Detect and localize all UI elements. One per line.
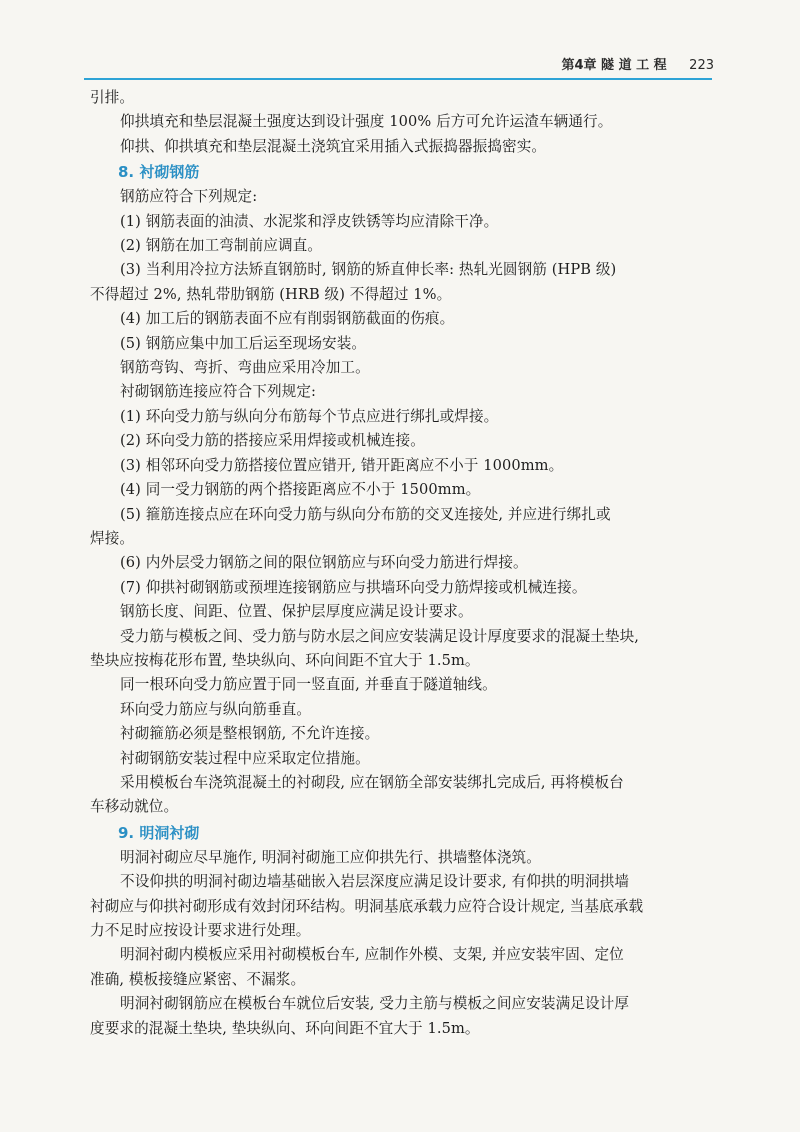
text-line: (2) 钢筋在加工弯制前应调直。	[120, 237, 323, 255]
text-line: (5) 箍筋连接点应在环向受力筋与纵向分布筋的交叉连接处, 并应进行绑扎或	[120, 505, 611, 523]
text-line: 衬砌应与仰拱衬砌形成有效封闭环结构。明洞基底承载力应符合设计规定, 当基底承载	[90, 897, 644, 915]
text-line: 不设仰拱的明洞衬砌边墙基础嵌入岩层深度应满足设计要求, 有仰拱的明洞拱墙	[120, 873, 630, 891]
text-line: (4) 加工后的钢筋表面不应有削弱钢筋截面的伤痕。	[120, 310, 455, 328]
header-rule	[84, 78, 712, 80]
text-line: (3) 当利用冷拉方法矫直钢筋时, 钢筋的矫直伸长率: 热轧光圆钢筋 (HPB 级)	[120, 261, 617, 279]
text-line: 焊接。	[90, 529, 135, 547]
text-line: (5) 钢筋应集中加工后运至现场安装。	[120, 334, 367, 352]
text-line: (3) 相邻环向受力筋搭接位置应错开, 错开距离应不小于 1000mm。	[120, 456, 564, 474]
text-line: 采用模板台车浇筑混凝土的衬砌段, 应在钢筋全部安装绑扎完成后, 再将模板台	[120, 773, 624, 791]
text-line: 衬砌钢筋连接应符合下列规定:	[120, 383, 317, 401]
text-line: 车移动就位。	[90, 798, 179, 816]
text-line: 明洞衬砌钢筋应在模板台车就位后安装, 受力主筋与模板之间应安装满足设计厚	[120, 995, 630, 1013]
text-line: 垫块应按梅花形布置, 垫块纵向、环向间距不宜大于 1.5m。	[90, 651, 480, 669]
text-line: 钢筋弯钩、弯折、弯曲应采用冷加工。	[120, 359, 370, 377]
text-line: 仰拱、仰拱填充和垫层混凝土浇筑宜采用插入式振捣器振捣密实。	[120, 137, 547, 155]
text-line: (7) 仰拱衬砌钢筋或预埋连接钢筋应与拱墙环向受力筋焊接或机械连接。	[120, 578, 587, 596]
text-line: (2) 环向受力筋的搭接应采用焊接或机械连接。	[120, 432, 425, 450]
text-line: (1) 环向受力筋与纵向分布筋每个节点应进行绑扎或焊接。	[120, 407, 499, 425]
text-line: 引排。	[90, 89, 135, 106]
text-line: (4) 同一受力钢筋的两个搭接距离应不小于 1500mm。	[120, 481, 481, 499]
text-line: 衬砌钢筋安装过程中应采取定位措施。	[120, 749, 370, 767]
section-heading: 8. 衬砌钢筋	[118, 163, 200, 182]
text-line: 力不足时应按设计要求进行处理。	[90, 922, 311, 939]
text-line: 钢筋应符合下列规定:	[120, 188, 258, 206]
running-head	[561, 54, 714, 73]
text-line: 不得超过 2%, 热轧带肋钢筋 (HRB 级) 不得超过 1%。	[90, 285, 452, 303]
text-line: 准确, 模板接缝应紧密、不漏浆。	[90, 970, 306, 988]
chapter-title: 第4章 隧 道 工 程	[561, 58, 667, 73]
page-header	[84, 52, 714, 72]
body-text	[90, 86, 716, 1041]
text-line: (1) 钢筋表面的油渍、水泥浆和浮皮铁锈等均应清除干净。	[120, 212, 499, 230]
text-line: 明洞衬砌应尽早施作, 明洞衬砌施工应仰拱先行、拱墙整体浇筑。	[120, 848, 541, 866]
text-line: 环向受力筋应与纵向筋垂直。	[120, 700, 312, 718]
text-line: 受力筋与模板之间、受力筋与防水层之间应安装满足设计厚度要求的混凝土垫块,	[120, 627, 640, 645]
text-line: 钢筋长度、间距、位置、保护层厚度应满足设计要求。	[120, 603, 473, 621]
text-line: (6) 内外层受力钢筋之间的限位钢筋应与环向受力筋进行焊接。	[120, 554, 528, 572]
text-line: 明洞衬砌内模板应采用衬砌模板台车, 应制作外模、支架, 并应安装牢固、定位	[120, 946, 624, 964]
text-line: 度要求的混凝土垫块, 垫块纵向、环向间距不宜大于 1.5m。	[90, 1019, 480, 1037]
section-heading: 9. 明洞衬砌	[118, 823, 200, 842]
text-line: 衬砌箍筋必须是整根钢筋, 不允许连接。	[120, 725, 380, 743]
text-line: 仰拱填充和垫层混凝土强度达到设计强度 100% 后方可允许运渣车辆通行。	[120, 113, 613, 131]
page-number: 223	[689, 58, 714, 73]
text-line: 同一根环向受力筋应置于同一竖直面, 并垂直于隧道轴线。	[120, 676, 497, 694]
